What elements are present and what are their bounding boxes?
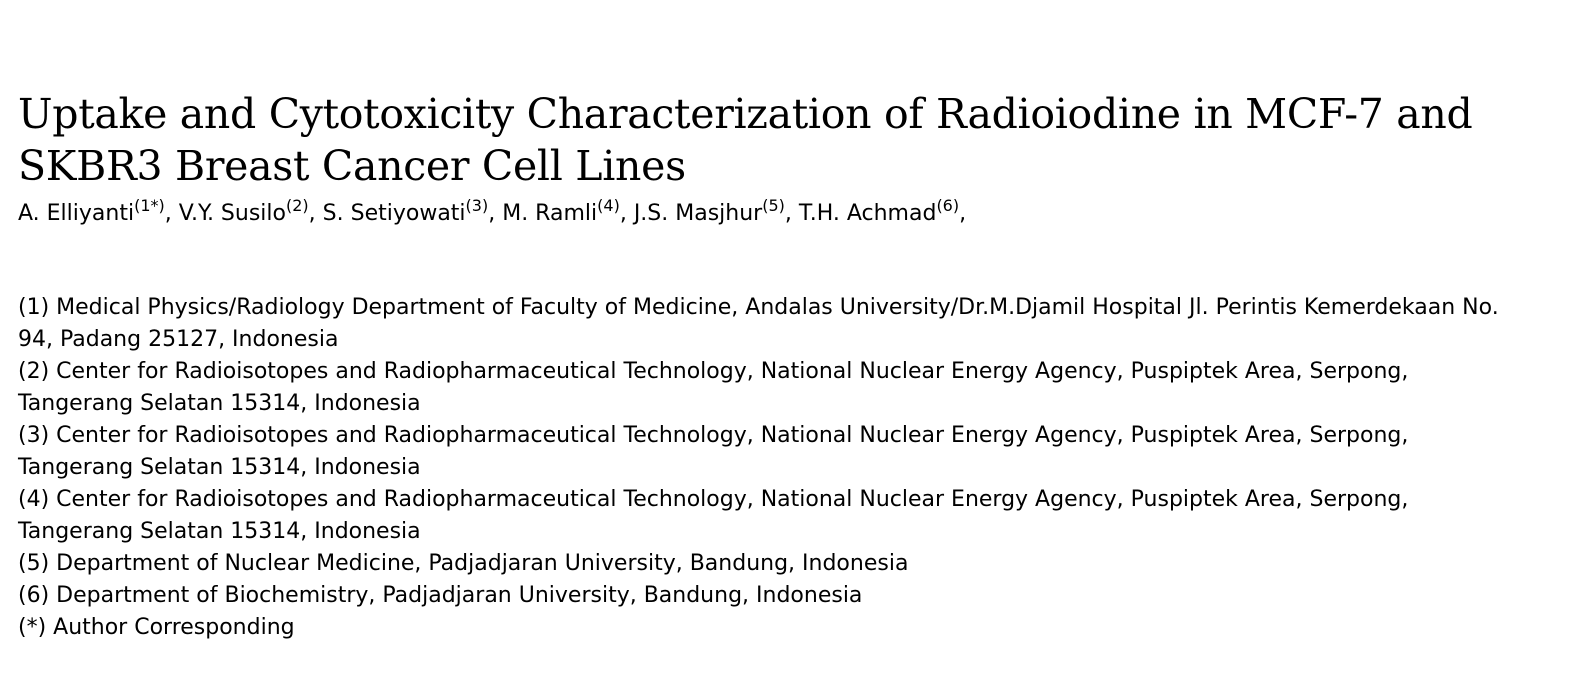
author-affiliation-mark: (4) <box>597 196 620 215</box>
author-name: A. Elliyanti <box>18 201 135 226</box>
author-6 <box>798 196 960 226</box>
affiliation-1: (1) Medical Physics/Radiology Department of Faculty of Medicine, Andalas University/Dr.M.Djamil Hospital Jl. Perintis Kemerdekaan No. 94, Padang 25127, Indonesia <box>18 295 1499 352</box>
author-affiliation-mark: (1*) <box>134 196 165 215</box>
paper-title: Uptake and Cytotoxicity Characterization of Radioiodine in MCF-7 and SKBR3 Breast Cancer Cell Lines <box>18 90 1473 190</box>
author-name: J.S. Masjhur <box>633 201 763 226</box>
affiliation-3: (3) Center for Radioisotopes and Radiopharmaceutical Technology, National Nuclear Energy Agency, Puspiptek Area, Serpong, Tangerang Selatan 15314, Indonesia <box>18 423 1409 480</box>
affiliation-2: (2) Center for Radioisotopes and Radiopharmaceutical Technology, National Nuclear Energy Agency, Puspiptek Area, Serpong, Tangerang Selatan 15314, Indonesia <box>18 359 1409 416</box>
author-affiliation-mark: (5) <box>762 196 785 215</box>
affiliation-5: (5) Department of Nuclear Medicine, Padjadjaran University, Bandung, Indonesia <box>18 551 909 576</box>
affiliation-6: (6) Department of Biochemistry, Padjadjaran University, Bandung, Indonesia <box>18 583 863 608</box>
author-name: T.H. Achmad <box>798 201 937 226</box>
author-affiliation-mark: (3) <box>465 196 489 215</box>
author-name: V.Y. Susilo <box>178 201 286 226</box>
author-affiliation-mark: (2) <box>285 196 309 215</box>
author-4 <box>502 196 620 226</box>
author-2 <box>178 196 309 226</box>
paper-header <box>18 88 1548 644</box>
author-5 <box>633 196 785 226</box>
author-list: A. Elliyanti$^{(1*)}$, V.Y. Susilo$^{(2)}$, S. Setiyowati$^{(3)}$, M. Ramli$^{(4)}$, J.S. Masjhur$^{(5)}$, T.H. Achmad$^{(6)}$, <box>18 196 967 226</box>
author-name: M. Ramli <box>502 201 598 226</box>
author-name: S. Setiyowati <box>322 201 466 226</box>
affiliation-list <box>18 292 1548 644</box>
author-1 <box>18 196 165 226</box>
corresponding-author-note: (*) Author Corresponding <box>18 615 295 640</box>
affiliation-4: (4) Center for Radioisotopes and Radiopharmaceutical Technology, National Nuclear Energy Agency, Puspiptek Area, Serpong, Tangerang Selatan 15314, Indonesia <box>18 487 1409 544</box>
author-affiliation-mark: (6) <box>936 196 960 215</box>
author-3 <box>322 196 489 226</box>
